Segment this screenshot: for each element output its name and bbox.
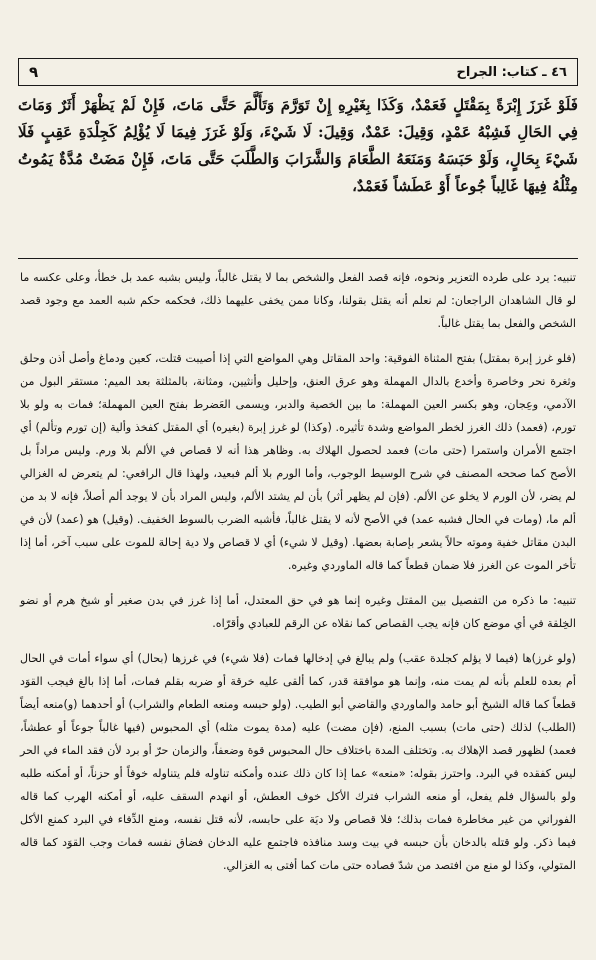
chapter-title: ٤٦ ـ كتاب: الجراح <box>456 64 567 80</box>
running-header <box>18 58 578 86</box>
book-page <box>10 58 586 948</box>
commentary <box>20 266 576 948</box>
note-paragraph-3: تنبيه: ما ذكره من التفصيل بين المقتل وغيره إنما هو في حق المعتدل، أما إذا غرز في بدن صغير أو شيخ هرم أو نضو الخِلقة في أي موضع كان فإنه يجب القصاص كما نقلاه عن الرقم للعبادي وأقرّاه. <box>20 594 576 630</box>
note-paragraph-1: تنبيه: يرد على طرده التعزير ونحوه، فإنه قصد الفعل والشخص بما لا يقتل غالباً، وليس بشبه عمد بل خطأ، وعلى عكسه ما لو قال الشاهدان الراجعان: لم نعلم أنه يقتل بقولنا، وكانا ممن يخفى عليهما ذلك، فحكمه حكم شبه العمد مع وجود قصد الشخص والفعل بما يقتل غالباً. <box>20 271 576 330</box>
commentary-paragraph-4: (ولو غرز)ها (فيما لا يؤلم كجلدة عقب) ولم يبالغ في إدخالها فمات (فلا شيء) في غرزها (بحال) أي سواء أمات في الحال أم بعده للعلم بأنه لم يمت منه، وإنما هو موافقة قدر، كما ألقى عليه خرقة أو ضربه بقلم فمات، أما إذا بالغ فيجب القوَد قطعاً كما قاله الشيخ أبو حامد والماوردي والقاضي أبو الطيب. (ولو حبسه ومنعه الطعام والشراب) أو أحدهما (و)منعه أيضاً (الطلب) لذلك (حتى مات) بسبب المنع، (فإن مضت) عليه (مدة يموت مثله) أي المحبوس (فيها غالباً جوعاً أو عطشاً، فعمد) لظهور قصد الإهلاك به. وتختلف المدة باختلاف حال المحبوس قوة وضعفاً، والزمان حرّ أو برد لأن فقد الماء في الحر ليس كفقده في البرد. واحترز بقوله: «منعه» عما إذا كان ذلك عنده وأمكنه تناوله فلم يتناوله خوفاً أو حزناً، أو أمكنه طلبه ولو بالسؤال فلم يفعل، أو منعه الشراب فترك الأكل خوف العطش، أو انهدم السقف عليه، أو أمكنه الهرب كما قاله الفوراني من غير مخاطرة فمات بذلك؛ فلا قصاص ولا ديَة على حابسه، لأنه قتل نفسه، ومنع الدِّفاء في البرد كمنع الأكل فيما ذكر. ولو قتله بالدخان بأن حبسه في بيت وسد منافذه فاجتمع عليه الدخان فضاق نفسه فمات وجب القوَد كما قاله المتولي، وكذا لو منع من افتصد من شدّ فصاده حتى مات كما أفتى به الغزالي. <box>20 652 576 872</box>
page-number: ٩ <box>29 63 39 81</box>
separator-line <box>18 258 578 259</box>
main-text: فَلَوْ غَرَزَ إِبْرَةً بِمَقْتَلٍ فَعَمْدٌ، وَكَذَا بِغَيْرِهِ إِنْ تَوَرَّمَ وَتَأَلَّمَ حَتَّى مَاتَ، فَإِنْ لَمْ يَظْهَرْ أَثَرٌ وَمَاتَ فِي الحَالِ فَشِبْهُ عَمْدٍ، وَقِيلَ: عَمْدٌ، وَقِيلَ: لَا شَيْءَ، وَلَوْ غَرَزَ فِيمَا لَا يُؤْلِمُ كَجِلْدَةِ عَقِبٍ فَلَا شَيْءَ بِحَالٍ، وَلَوْ حَبَسَهُ وَمَنَعَهُ الطَّعَامَ وَالشَّرَابَ وَالطَّلَبَ حَتَّى مَاتَ، فَإِنْ مَضَتْ مُدَّةٌ يَمُوتُ مِثْلُهُ فِيهَا غَالِباً جُوعاً أَوْ عَطَشاً فَعَمْدٌ، <box>18 96 578 195</box>
commentary-paragraph-2: (فلو غرز إبرة بمقتل) بفتح المثناة الفوقية: واحد المقاتل وهي المواضع التي إذا أصيبت قتلت، كعين ودماغ وأصل أذن وحلق وثغرة نحر وخاصرة وأخدع بالدال المهملة وهو عرق العنق، وإحليل وأنثيين، ومثانة، بالمثلثة بعد الميم: مستقر البول من الآدمي، وعِجان، وهو بكسر العين المهملة: ما بين الخصية والدبر، ويسمى العَضرط بفتح العين المهملة؛ فمات به ولو بلا تورم، (فعمد) ذلك الغرز لخطر المواضع وشدة تأثيره. (وكذا) لو غرز إبرة (بغيره) أي المقتل كفخذ وألية (إن تورم وتألم) أي اجتمع الأمران واستمرا (حتى مات) فعمد لحصول الهلاك به. وظاهر هذا أنه لا قصاص في الألم بلا ورم. وليس مراداً بل الأصح كما صححه المصنف في شرح الوسيط الوجوب، وأما الورم بلا ألم فبعيد، ولهذا قال الرافعي: لم يتعرض له الغزالي لم يضر، لأن الورم لا يخلو عن الألم. (فإن لم يظهر أثر) بأن لم يشتد الألم، وليس المراد بأن لا يوجد ألم أصلاً، فإنه لا بد من ألم ما، (ومات في الحال فشبه عمد) في الأصح لأنه لا يقتل غالباً، فأشبه الضرب بالسوط الخفيف. (وقيل) هو (عمد) لأن في البدن مقاتل خفية وموته حالاً يشعر بإصابة بعضها. (وقيل لا شيء) أي لا قصاص ولا دية إحالة للموت على سبب آخر، أما إذا تأخر الموت عن الغرز فلا ضمان قطعاً كما قاله الماوردي وغيره. <box>20 352 576 572</box>
